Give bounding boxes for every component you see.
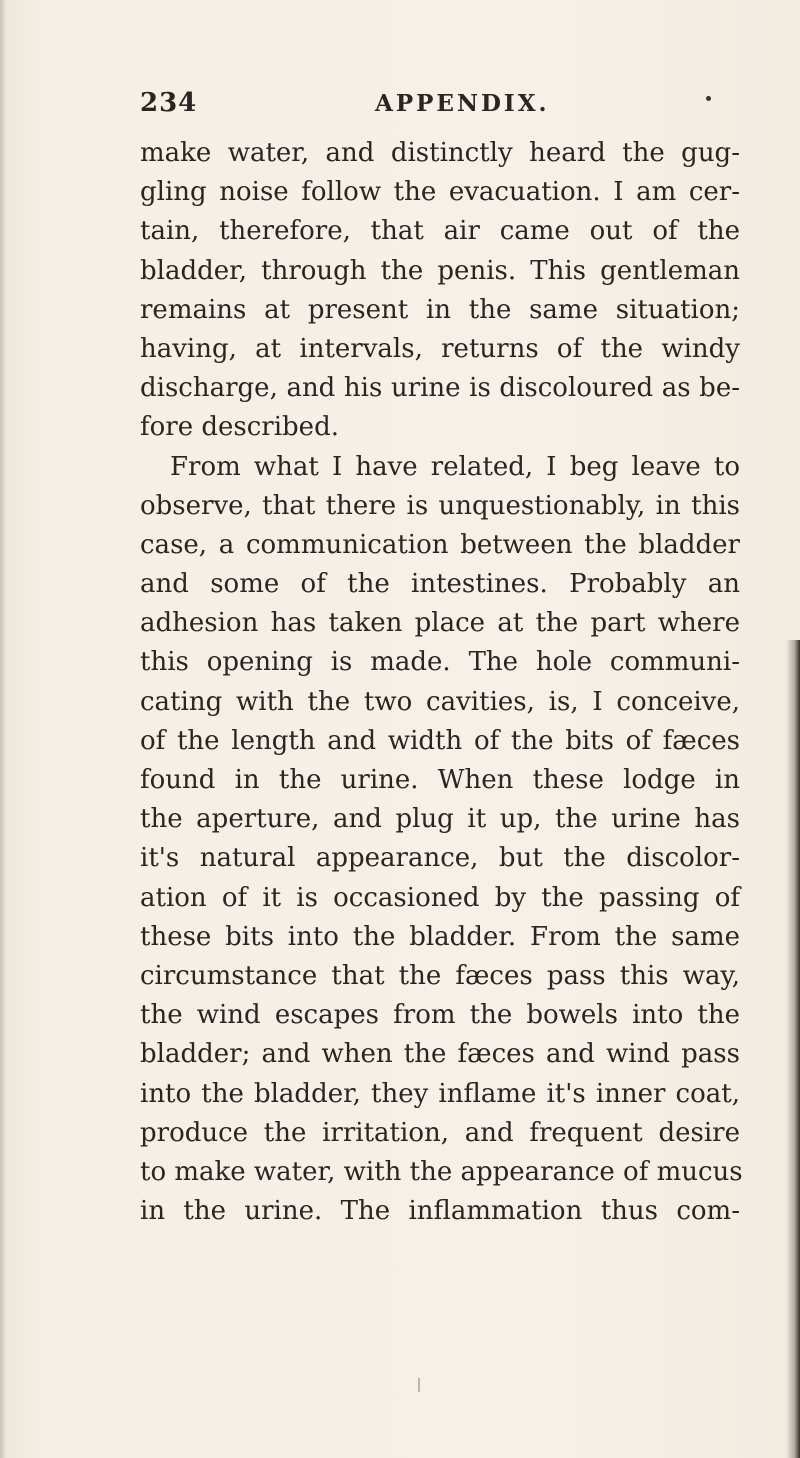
text-line: found in the urine. When these lodge in [140, 765, 740, 795]
text-line: the wind escapes from the bowels into the [140, 1000, 740, 1031]
text-line: produce the irritation, and frequent desire [140, 1117, 740, 1148]
page-edge-shadow [786, 640, 800, 1458]
text-line: and some of the intestines. Probably an [140, 569, 740, 600]
text-line: to make water, with the appearance of mucus [140, 1156, 743, 1187]
text-line: it's natural appearance, but the discolor- [140, 843, 740, 874]
text-line: ation of it is occasioned by the passing of [140, 882, 740, 913]
text-line: remains at present in the same situation; [140, 294, 740, 325]
text-line: case, a communication between the bladder [140, 529, 740, 560]
text-line: in the urine. The inflammation thus com- [140, 1196, 740, 1227]
text-line: of the length and width of the bits of fæces [140, 725, 740, 756]
text-line: bladder, through the penis. This gentleman [140, 255, 740, 286]
text-line: From what I have related, I beg leave to [170, 451, 740, 482]
text-line: observe, that there is unquestionably, in this [140, 490, 740, 521]
text-line: this opening is made. The hole communi- [140, 647, 740, 678]
text-line: having, at intervals, returns of the windy [140, 333, 740, 364]
page-number: 234 [140, 88, 198, 118]
text-line: discharge, and his urine is discoloured as be- [140, 373, 740, 404]
text-line: fore described. [140, 412, 339, 443]
ink-speck [706, 96, 711, 101]
text-line: these bits into the bladder. From the same [140, 921, 740, 952]
text-line: make water, and distinctly heard the gug- [140, 138, 740, 168]
page-header [140, 88, 700, 128]
text-line: cating with the two cavities, is, I conceive, [140, 686, 740, 717]
text-line: tain, therefore, that air came out of the [140, 216, 740, 247]
text-line: adhesion has taken place at the part where [140, 608, 740, 639]
running-head: APPENDIX. [375, 90, 550, 117]
page-gutter-shadow [0, 0, 6, 1458]
text-line: into the bladder, they inflame it's inner coat, [140, 1078, 740, 1109]
text-line: the aperture, and plug it up, the urine has [140, 804, 740, 835]
body-text [140, 134, 743, 1231]
text-line: circumstance that the fæces pass this way, [140, 960, 740, 991]
text-line: bladder; and when the fæces and wind pass [140, 1039, 740, 1070]
text-line: gling noise follow the evacuation. I am cer- [140, 177, 740, 208]
ink-smudge [418, 1378, 420, 1392]
